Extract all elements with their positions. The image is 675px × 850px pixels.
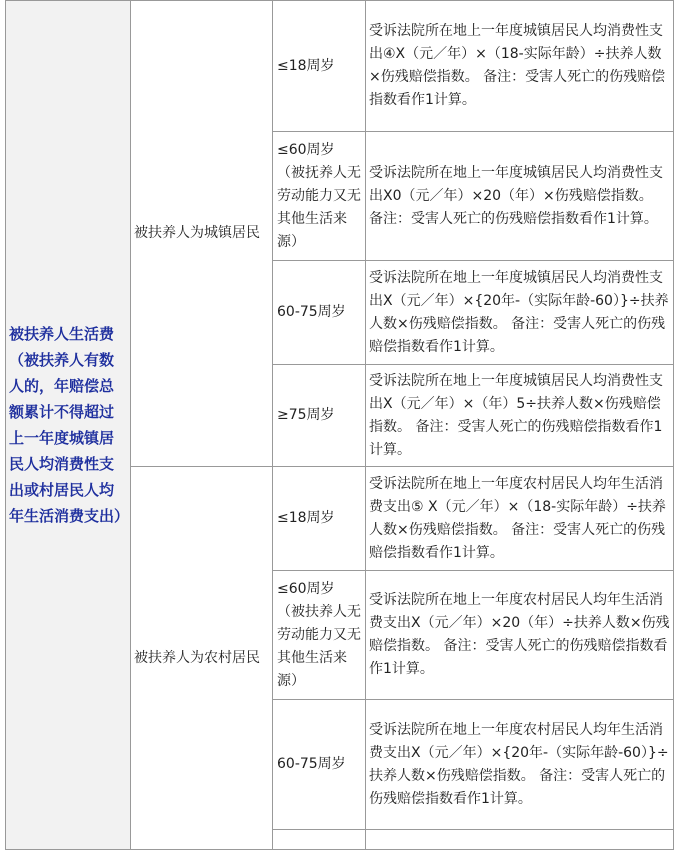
formula-cell: 受诉法院所在地上一年度农村居民人均年生活消费支出X（元／年）×20（年）÷扶养人数×伤残赔偿指数。 备注：受害人死亡的伤残赔偿指数看作1计算。 (366, 571, 674, 700)
age-range-cell: ≥75周岁 (273, 365, 366, 467)
age-range-cell: ≤60周岁（被扶养人无劳动能力又无其他生活来源） (273, 571, 366, 700)
table-cell (366, 830, 674, 850)
age-range-cell: ≤60周岁（被抚养人无劳动能力又无其他生活来源） (273, 132, 366, 261)
table-cell (273, 830, 366, 850)
formula-cell: 受诉法院所在地上一年度城镇居民人均消费性支出X（元／年）×{20年-（实际年龄-60）}÷扶养人数×伤残赔偿指数。 备注：受害人死亡的伤残赔偿指数看作1计算。 (366, 261, 674, 365)
table-row (6, 1, 674, 132)
formula-cell: 受诉法院所在地上一年度城镇居民人均消费性支出X（元／年）×（年）5÷扶养人数×伤残赔偿指数。 备注：受害人死亡的伤残赔偿指数看作1计算。 (366, 365, 674, 467)
age-range-cell: 60-75周岁 (273, 261, 366, 365)
group-label-rural: 被扶养人为农村居民 (131, 467, 273, 850)
group-label-urban: 被扶养人为城镇居民 (131, 1, 273, 467)
formula-cell: 受诉法院所在地上一年度城镇居民人均消费性支出X0（元／年）×20（年）×伤残赔偿指数。 备注：受害人死亡的伤残赔偿指数看作1计算。 (366, 132, 674, 261)
age-range-cell: ≤18周岁 (273, 1, 366, 132)
formula-cell: 受诉法院所在地上一年度农村居民人均年生活消费支出X（元／年）×{20年-（实际年龄-60）}÷扶养人数×伤残赔偿指数。 备注：受害人死亡的伤残赔偿指数看作1计算。 (366, 700, 674, 830)
age-range-cell: 60-75周岁 (273, 700, 366, 830)
category-cell: 被扶养人生活费（被扶养人有数人的，年赔偿总额累计不得超过上一年度城镇居民人均消费性支出或村居民人均年生活消费支出） (6, 1, 131, 850)
formula-cell: 受诉法院所在地上一年度城镇居民人均消费性支出④X（元／年）×（18-实际年龄）÷扶养人数×伤残赔偿指数。 备注：受害人死亡的伤残赔偿指数看作1计算。 (366, 1, 674, 132)
formula-cell: 受诉法院所在地上一年度农村居民人均年生活消费支出⑤ X（元／年）×（18-实际年龄）÷扶养人数×伤残赔偿指数。 备注：受害人死亡的伤残赔偿指数看作1计算。 (366, 467, 674, 571)
dependent-support-table (5, 0, 674, 850)
age-range-cell: ≤18周岁 (273, 467, 366, 571)
